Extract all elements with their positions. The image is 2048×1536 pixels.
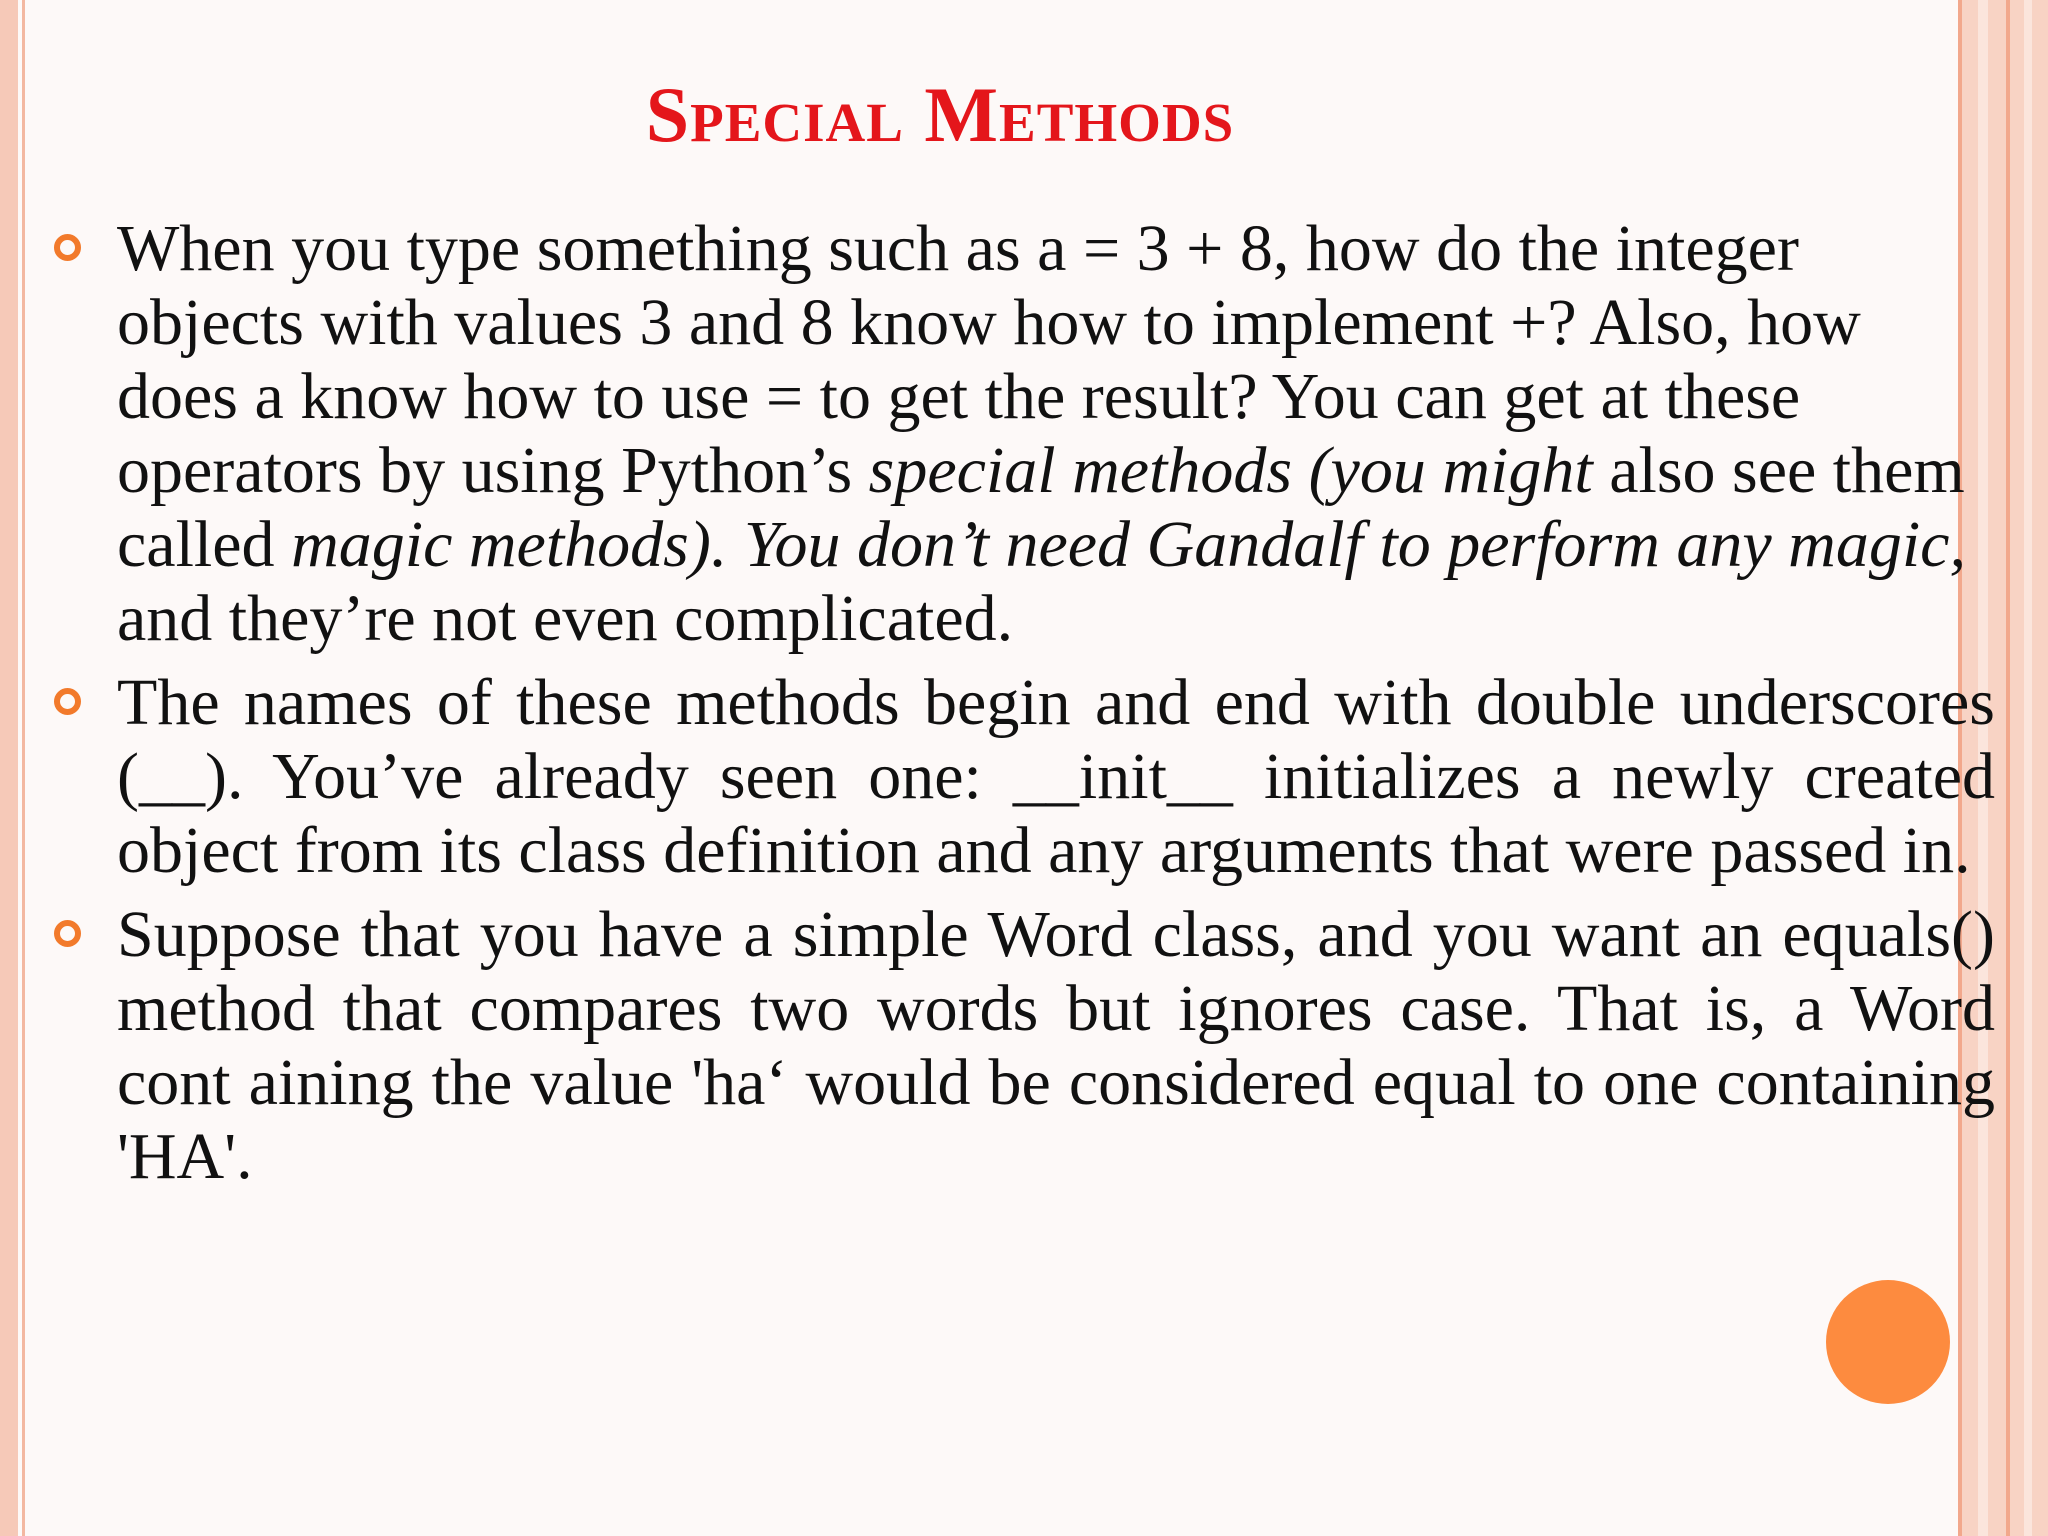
- bullet-item: [117, 666, 1995, 888]
- bullet-circle-icon: [54, 234, 81, 261]
- left-border-stripe: [0, 0, 18, 1536]
- slide-title: Special Methods: [645, 71, 1235, 158]
- bullet-text-segment: and they’re not even complicated.: [117, 582, 1014, 655]
- left-border-line: [22, 0, 25, 1536]
- bullet-text-segment: also see them called: [117, 434, 1965, 581]
- bullet-list: [117, 212, 1995, 1204]
- bullet-text-italic-segment: special methods (you might: [868, 434, 1593, 507]
- decorative-orange-circle: [1826, 1280, 1950, 1404]
- bullet-text: Suppose that you have a simple Word class, and you want an equals() method that compares two words but ignores case. That is, a Word cont aining the value 'ha‘ would be considered equal to one containing 'HA'.: [117, 898, 1995, 1193]
- bullet-circle-icon: [54, 688, 81, 715]
- bullet-text-segment: When you type something such as a = 3 + 8, how do the integer objects with values 3 and 8 know how to implement +? Also, how does a know how to use = to get the result? You can get at these operators by using Python’s: [117, 212, 1861, 507]
- bullet-item: [117, 898, 1995, 1194]
- bullet-text-italic-segment: magic methods). You don’t need Gandalf to perform any magic,: [291, 508, 1966, 581]
- bullet-item: [117, 212, 1977, 656]
- right-border-line: [2024, 0, 2032, 1536]
- right-border-line: [2006, 0, 2010, 1536]
- bullet-text: The names of these methods begin and end with double underscores (__). You’ve already seen one: __init__ initializes a newly created object from its class definition and any arguments that were passed in.: [117, 666, 1995, 887]
- bullet-circle-icon: [54, 920, 81, 947]
